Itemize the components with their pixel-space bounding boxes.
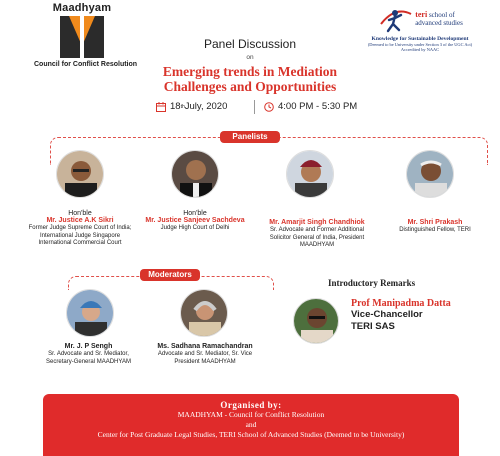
panelist-card <box>262 219 372 250</box>
panelist-card <box>380 219 490 235</box>
teri-note-1: (Deemed to be University under Section 3 of the UGC Act) <box>367 42 473 47</box>
panelist-desc: Sr. Advocate and Former Additional Solicitor General of India, President MAADHYAM <box>269 227 365 248</box>
runner-figure-icon <box>377 4 413 34</box>
intro-speaker-role: Vice-Chancellor <box>351 309 423 320</box>
event-on: on <box>246 54 254 61</box>
panelist-card <box>130 210 260 233</box>
moderator-card <box>140 343 270 366</box>
intro-speaker <box>351 298 451 333</box>
intro-speaker-photo <box>293 298 339 344</box>
event-title: Emerging trends in Mediation Challenges and Opportunities <box>162 64 338 94</box>
moderators-badge: Moderators <box>140 269 200 281</box>
organiser-footer <box>43 394 459 456</box>
moderator-name: Ms. Sadhana Ramachandran <box>157 343 253 350</box>
event-date: 18 th July, 2020 <box>156 101 227 112</box>
panelist-name: Mr. Justice Sanjeev Sachdeva <box>145 217 245 224</box>
panelist-photo <box>171 150 219 198</box>
panelist-name: Mr. Amarjit Singh Chandhiok <box>269 219 365 226</box>
teri-tagline: Knowledge for Sustainable Development <box>371 36 469 42</box>
event-time: 4:00 PM - 5:30 PM <box>264 101 357 112</box>
moderator-photo <box>66 289 114 337</box>
date-time-separator <box>254 100 255 114</box>
teri-note-2: Accredited by NAAC <box>400 47 440 53</box>
intro-heading: Introductory Remarks <box>328 278 416 288</box>
moderator-photo <box>180 289 228 337</box>
moderator-desc: Advocate and Sr. Mediator, Sr. Vice President MAADHYAM <box>157 351 253 365</box>
organiser-and: and <box>245 420 257 429</box>
event-type: Panel Discussion <box>203 37 297 51</box>
panelist-name: Mr. Justice A.K Sikri <box>46 217 114 224</box>
panelist-photo <box>286 150 334 198</box>
panelists-badge: Panelists <box>220 131 280 143</box>
moderator-name: Mr. J. P Sengh <box>64 343 113 350</box>
panelist-desc: Distinguished Fellow, TERI <box>399 227 471 233</box>
panelist-photo <box>406 150 454 198</box>
maadhyam-name: Maadhyam <box>52 2 112 14</box>
maadhyam-tagline: Council for Conflict Resolution <box>34 61 138 68</box>
panelist-desc: Former Judge Supreme Court of India; International Judge Singapore International Commercial Court <box>28 225 132 246</box>
organiser-2: Center for Post Graduate Legal Studies, TERI School of Advanced Studies (Deemed to be University) <box>97 430 405 439</box>
organised-by-label: Organised by: <box>220 400 282 410</box>
panelist-desc: Judge High Court of Delhi <box>160 225 230 231</box>
clock-icon <box>264 102 274 112</box>
intro-speaker-org: TERI SAS <box>351 321 395 332</box>
calendar-icon <box>156 102 166 112</box>
intro-speaker-name: Prof Manipadma Datta <box>351 298 451 309</box>
teri-school-name: teri school of advanced studies <box>415 10 463 27</box>
panelist-name: Mr. Shri Prakash <box>407 219 463 226</box>
organiser-1: MAADHYAM - Council for Conflict Resolution <box>177 410 325 419</box>
moderator-desc: Sr. Advocate and Sr. Mediator, Secretary-General MAADHYAM <box>46 351 131 365</box>
panelist-honorific: Hon'ble <box>183 210 207 217</box>
panelist-photo <box>56 150 104 198</box>
panelist-honorific: Hon'ble <box>68 210 92 217</box>
